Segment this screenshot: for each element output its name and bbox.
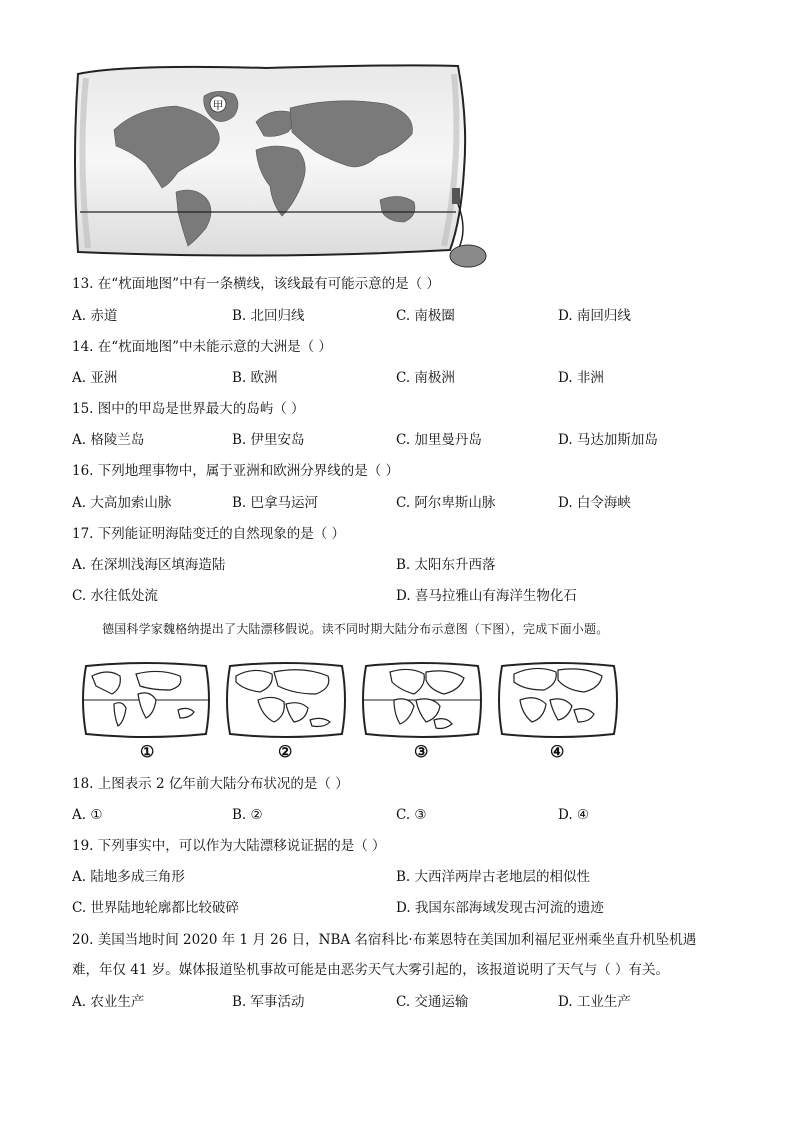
drift-map-2 — [224, 660, 348, 740]
question-20-option-a[interactable]: A. 农业生产 — [72, 994, 145, 1010]
drift-map-3-label: ③ — [414, 742, 429, 761]
question-18-option-b[interactable]: B. ② — [232, 807, 263, 823]
question-16-option-b[interactable]: B. 巴拿马运河 — [232, 495, 319, 511]
question-18-option-d[interactable]: D. ④ — [558, 807, 590, 823]
question-20-stem: 20. 美国当地时间 2020 年 1 月 26 日，NBA 名宿科比·布莱恩特在美国加利福尼亚州乘坐直升机坠机遇难，年仅 41 岁。媒体报道坠机事故可能是由恶劣天气大雾引起的，该报道说明了天气与（ ）有关。 — [72, 932, 697, 978]
question-20-option-c[interactable]: C. 交通运输 — [396, 994, 469, 1010]
question-13-stem: 13. 在“枕面地图”中有一条横线，该线最有可能示意的是（ ） — [72, 276, 440, 292]
drift-map-4 — [496, 660, 620, 740]
question-20-option-b[interactable]: B. 军事活动 — [232, 994, 305, 1010]
pillow-world-map — [66, 60, 496, 272]
question-20-option-d[interactable]: D. 工业生产 — [558, 994, 631, 1010]
question-13-option-d[interactable]: D. 南回归线 — [558, 308, 631, 324]
question-17-option-b[interactable]: B. 太阳东升西落 — [396, 557, 496, 573]
question-16-option-c[interactable]: C. 阿尔卑斯山脉 — [396, 495, 496, 511]
drift-map-3 — [360, 660, 484, 740]
question-15-stem: 15. 图中的甲岛是世界最大的岛屿（ ） — [72, 401, 305, 417]
question-15-option-c[interactable]: C. 加里曼丹岛 — [396, 432, 482, 448]
question-16-stem: 16. 下列地理事物中，属于亚洲和欧洲分界线的是（ ） — [72, 463, 400, 479]
drift-map-1-label: ① — [140, 742, 155, 761]
question-17-option-c[interactable]: C. 水往低处流 — [72, 588, 158, 604]
question-19-option-d[interactable]: D. 我国东部海域发现古河流的遗迹 — [396, 900, 604, 916]
question-18-option-c[interactable]: C. ③ — [396, 807, 427, 823]
question-17-option-a[interactable]: A. 在深圳浅海区填海造陆 — [72, 557, 226, 573]
question-16-option-a[interactable]: A. 大高加索山脉 — [72, 495, 172, 511]
question-18-option-a[interactable]: A. ① — [72, 807, 103, 823]
question-19-option-b[interactable]: B. 大西洋两岸古老地层的相似性 — [396, 869, 591, 885]
question-14-stem: 14. 在“枕面地图”中未能示意的大洲是（ ） — [72, 339, 332, 355]
question-13-option-c[interactable]: C. 南极圈 — [396, 308, 455, 324]
question-19-stem: 19. 下列事实中，可以作为大陆漂移说证据的是（ ） — [72, 838, 386, 854]
drift-map-1 — [80, 660, 212, 740]
question-14-option-d[interactable]: D. 非洲 — [558, 370, 604, 386]
question-15-option-d[interactable]: D. 马达加斯加岛 — [558, 432, 658, 448]
question-15-option-b[interactable]: B. 伊里安岛 — [232, 432, 305, 448]
drift-intro-text: 德国科学家魏格纳提出了大陆漂移假说。读不同时期大陆分布示意图（下图），完成下面小题。 — [102, 622, 609, 636]
question-17-option-d[interactable]: D. 喜马拉雅山有海洋生物化石 — [396, 588, 577, 604]
question-14-option-b[interactable]: B. 欧洲 — [232, 370, 278, 386]
question-17-stem: 17. 下列能证明海陆变迁的自然现象的是（ ） — [72, 526, 346, 542]
question-13-option-b[interactable]: B. 北回归线 — [232, 308, 305, 324]
question-19-option-a[interactable]: A. 陆地多成三角形 — [72, 869, 185, 885]
drift-map-2-label: ② — [278, 742, 293, 761]
question-13-option-a[interactable]: A. 赤道 — [72, 308, 118, 324]
pillow-tag — [450, 245, 486, 267]
question-19-option-c[interactable]: C. 世界陆地轮廓都比较破碎 — [72, 900, 239, 916]
question-14-option-a[interactable]: A. 亚洲 — [72, 370, 118, 386]
drift-map-4-label: ④ — [550, 742, 565, 761]
question-14-option-c[interactable]: C. 南极洲 — [396, 370, 455, 386]
question-16-option-d[interactable]: D. 白令海峡 — [558, 495, 631, 511]
island-marker-label: 甲 — [212, 99, 224, 112]
question-18-stem: 18. 上图表示 2 亿年前大陆分布状况的是（ ） — [72, 776, 349, 792]
question-15-option-a[interactable]: A. 格陵兰岛 — [72, 432, 145, 448]
